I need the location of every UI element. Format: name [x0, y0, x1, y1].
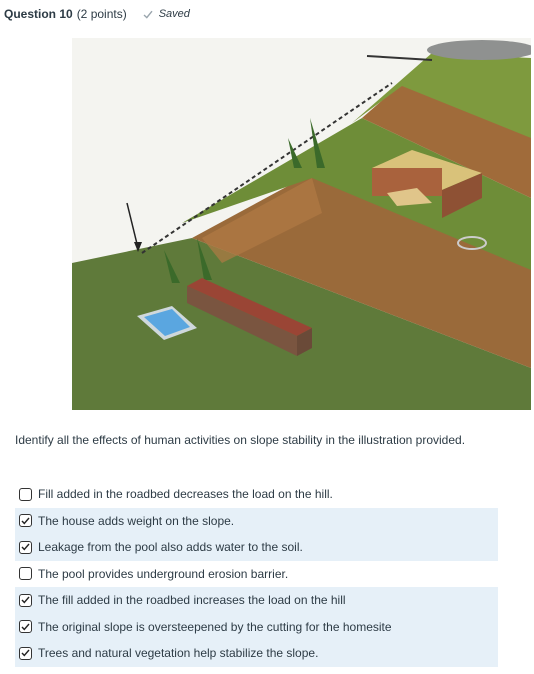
saved-label: Saved [158, 8, 190, 20]
answer-option-1[interactable] [15, 481, 498, 508]
check-icon [21, 623, 30, 631]
answer-label: Fill added in the roadbed decreases the load on the hill. [38, 487, 333, 502]
answer-label: The fill added in the roadbed increases the load on the hill [38, 593, 346, 608]
saved-status [143, 8, 190, 20]
check-icon [143, 10, 153, 19]
checkbox-icon[interactable] [19, 647, 32, 660]
checkbox-icon[interactable] [19, 541, 32, 554]
answer-list [15, 481, 498, 667]
answer-option-2[interactable] [15, 508, 498, 535]
answer-option-4[interactable] [15, 561, 498, 588]
answer-label: The pool provides underground erosion barrier. [38, 566, 289, 581]
checkbox-icon[interactable] [19, 620, 32, 633]
check-icon [21, 649, 30, 657]
answer-label: The original slope is oversteepened by the cutting for the homesite [38, 619, 392, 634]
question-prompt: Identify all the effects of human activities on slope stability in the illustration provided. [15, 433, 466, 447]
question-header [4, 5, 190, 23]
answer-label: Trees and natural vegetation help stabilize the slope. [38, 646, 319, 661]
answer-option-3[interactable] [15, 534, 498, 561]
answer-option-6[interactable] [15, 614, 498, 641]
answer-label: Leakage from the pool also adds water to the soil. [38, 540, 303, 555]
check-icon [21, 517, 30, 525]
answer-label: The house adds weight on the slope. [38, 513, 235, 528]
question-points: (2 points) [76, 7, 127, 21]
checkbox-icon[interactable] [19, 514, 32, 527]
answer-option-5[interactable] [15, 587, 498, 614]
check-icon [21, 596, 30, 604]
slope-illustration [72, 38, 531, 410]
answer-option-7[interactable] [15, 640, 498, 667]
checkbox-icon[interactable] [19, 567, 32, 580]
checkbox-icon[interactable] [19, 594, 32, 607]
checkbox-icon[interactable] [19, 488, 32, 501]
question-title: Question 10 [4, 7, 73, 21]
check-icon [21, 543, 30, 551]
